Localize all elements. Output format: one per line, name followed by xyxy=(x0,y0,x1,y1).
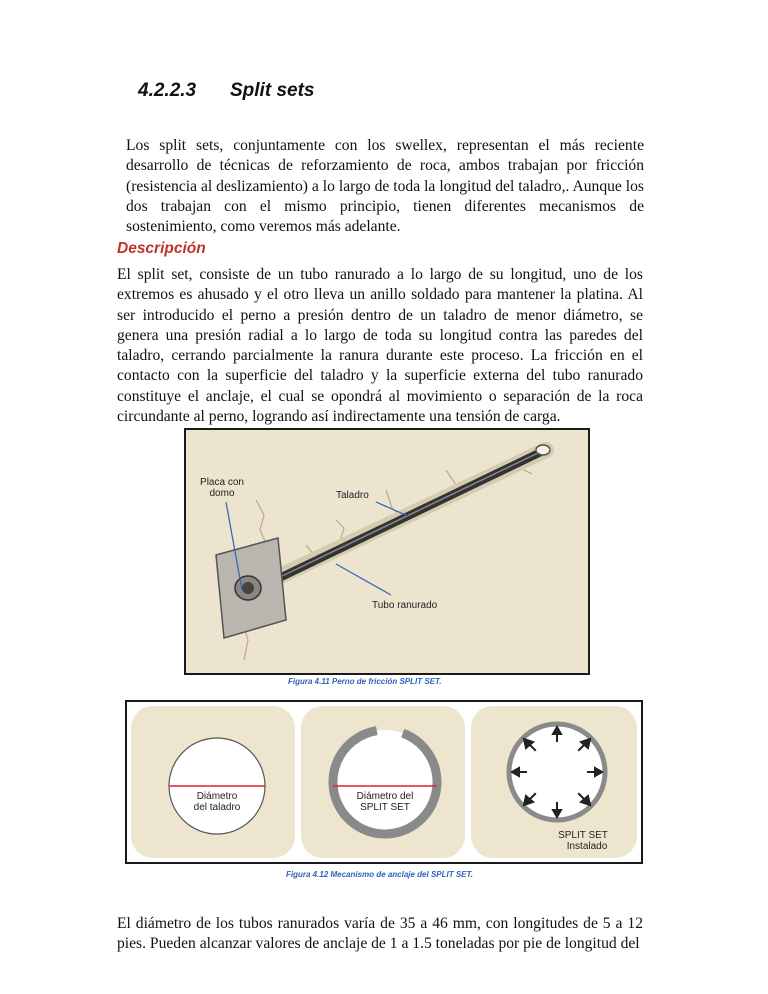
ring-opening xyxy=(242,582,254,594)
description-heading: Descripción xyxy=(117,240,206,257)
section-title: Split sets xyxy=(230,80,315,101)
figure-4-11-caption: Figura 4.11 Perno de fricción SPLIT SET. xyxy=(288,677,442,686)
label-tube: Tubo ranurado xyxy=(372,600,438,611)
installed-center xyxy=(527,742,587,802)
split-set-drawing xyxy=(186,430,588,673)
label-plate-2: domo xyxy=(209,488,235,499)
label-hole-2: del taladro xyxy=(193,802,241,813)
tube-end xyxy=(536,445,550,455)
description-paragraph: El split set, consiste de un tubo ranurado a lo largo de su longitud, uno de los extremos es ahusado y el otro lleva un anillo soldado para mantener la platina. Al ser introducido el perno a presión dentro de un taladro de menor diámetro, se genera una presión radial a lo largo de toda su longitud contra las paredes del taladro, cerrando parcialmente la ranura durante este proceso. La fricción en el contacto con la superficie del taladro y la superficie externa del tubo ranurado constituye el anclaje, el cual se opondrá al movimiento o separación de la roca circundante al perno, logrando así indirectamente una tensión de carga. xyxy=(117,266,643,426)
intro-paragraph: Los split sets, conjuntamente con los swellex, representan el más reciente desarrollo de técnicas de reforzamiento de roca, ambos trabajan por fricción (resistencia al deslizamiento) a lo largo de toda la longitud del taladro,. Aunque los dos trabajan con el mismo principio, tienen diferentes mecanismos de sostenimiento, como veremos más adelante. xyxy=(126,137,644,236)
label-installed-2: Instalado xyxy=(566,841,608,852)
figure-anchoring-mechanism xyxy=(125,700,643,864)
label-set-1: Diámetro del xyxy=(356,791,414,802)
label-hole-1: Diámetro xyxy=(196,791,238,802)
label-set-2: SPLIT SET xyxy=(360,802,410,813)
figure-split-set-illustration xyxy=(184,428,590,675)
label-borehole: Taladro xyxy=(336,490,369,501)
label-plate-1: Placa con xyxy=(200,477,244,488)
mechanism-drawing xyxy=(127,702,641,862)
section-heading xyxy=(138,80,314,102)
section-number: 4.2.2.3 xyxy=(138,80,197,101)
closing-paragraph: El diámetro de los tubos ranurados varía de 35 a 46 mm, con longitudes de 5 a 12 pies. Pueden alcanzar valores de anclaje de 1 a 1.5 toneladas por pie de longitud del xyxy=(117,915,643,953)
label-installed-1: SPLIT SET xyxy=(558,830,608,841)
split-set-inner xyxy=(338,735,432,829)
tube-pointer xyxy=(336,564,391,595)
figure-4-12-caption: Figura 4.12 Mecanismo de anclaje del SPLIT SET. xyxy=(286,870,474,879)
